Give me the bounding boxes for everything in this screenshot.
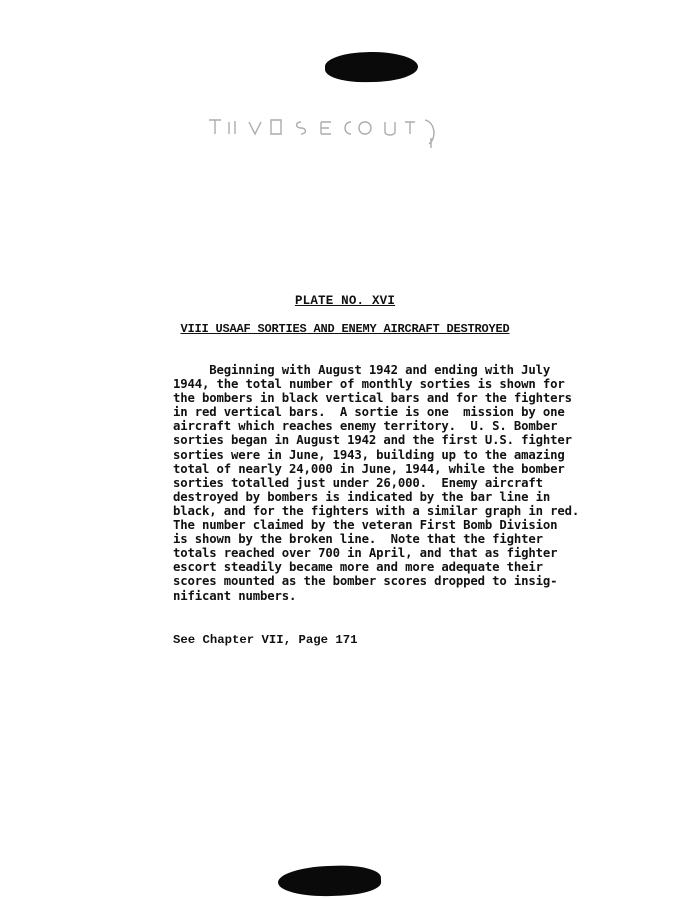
faded-classification-stamp [205, 110, 445, 150]
paragraph-line: aircraft which reaches enemy territory. U. S. Bomber [173, 419, 558, 434]
paragraph-line: nificant numbers. [173, 588, 297, 603]
paragraph-line: sorties began in August 1942 and the first U.S. fighter [173, 433, 572, 448]
paragraph-line: escort steadily became more and more adequate their [173, 560, 543, 575]
paragraph-line: sorties were in June, 1943, building up to the amazing [173, 447, 565, 462]
plate-subtitle: VIII USAAF SORTIES AND ENEMY AIRCRAFT DESTROYED [180, 322, 510, 336]
redaction-mark-top [325, 51, 419, 83]
paragraph-line: destroyed by bombers is indicated by the bar line in [173, 489, 551, 504]
paragraph-line: is shown by the broken line. Note that the fighter [173, 532, 543, 547]
paragraph-line: black, and for the fighters with a similar graph in red. [173, 503, 580, 518]
paragraph-line: sorties totalled just under 26,000. Enemy aircraft [173, 475, 543, 490]
paragraph-line: in red vertical bars. A sortie is one mission by one [173, 405, 565, 420]
redaction-mark-bottom [278, 864, 382, 898]
paragraph-line: Beginning with August 1942 and ending with July [173, 363, 551, 377]
paragraph-line: The number claimed by the veteran First Bomb Division [173, 518, 558, 533]
chapter-reference: See Chapter VII, Page 171 [173, 633, 358, 647]
paragraph-line: the bombers in black vertical bars and for the fighters [173, 391, 572, 406]
description-paragraph [173, 363, 603, 603]
paragraph-line: totals reached over 700 in April, and that as fighter [173, 546, 558, 561]
paragraph-line: total of nearly 24,000 in June, 1944, while the bomber [173, 461, 565, 476]
plate-title: PLATE NO. XVI [294, 294, 396, 308]
paragraph-line: 1944, the total number of monthly sorties is shown for [173, 377, 565, 392]
paragraph-line: scores mounted as the bomber scores dropped to insig- [173, 574, 558, 589]
